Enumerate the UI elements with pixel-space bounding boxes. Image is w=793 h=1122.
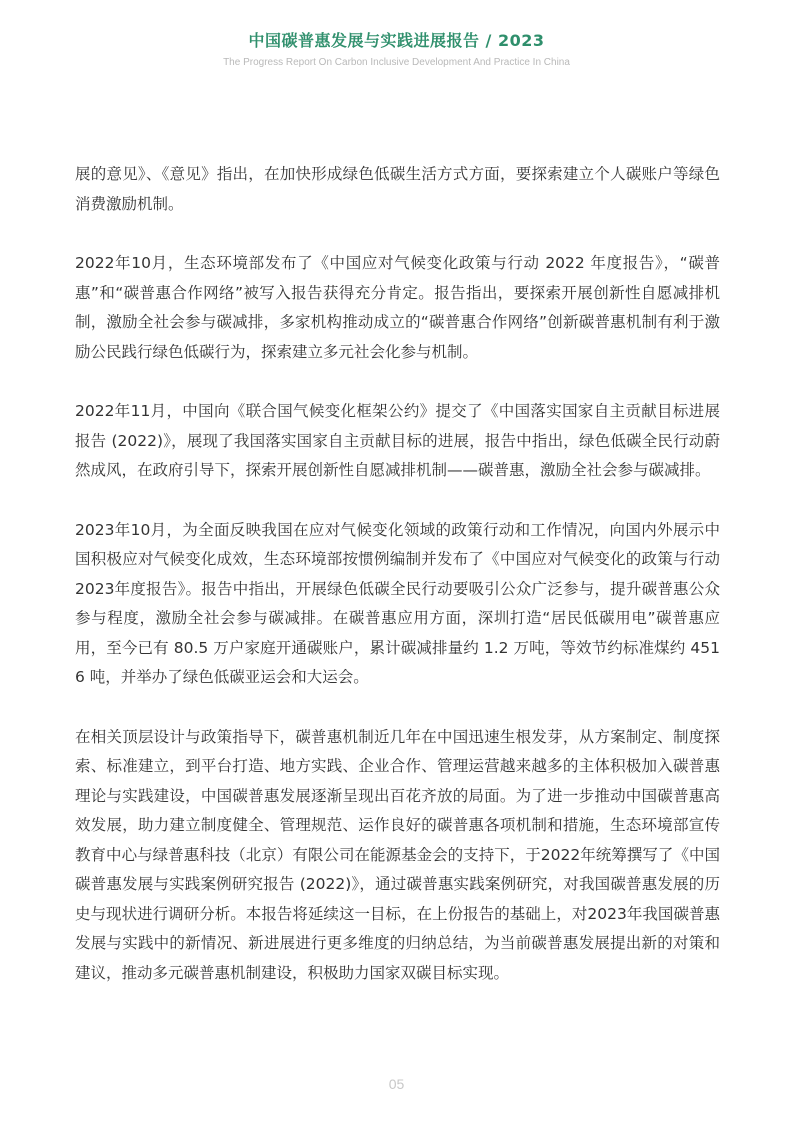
body-content — [75, 160, 720, 1018]
paragraph-4: 2023年10月，为全面反映我国在应对气候变化领域的政策行动和工作情况，向国内外展示中国积极应对气候变化成效，生态环境部按惯例编制并发布了《中国应对气候变化的政策与行动 2023年度报告》。报告中指出，开展绿色低碳全民行动要吸引公众广泛参与，提升碳普惠公众参与程度，激励全社会参与碳减排。在碳普惠应用方面，深圳打造“居民低碳用电”碳普惠应用，至今已有 80.5 万户家庭开通碳账户，累计碳减排量约 1.2 万吨，等效节约标准煤约 4516 吨，并举办了绿色低碳亚运会和大运会。 — [75, 520, 720, 686]
page-number: 05 — [388, 1076, 405, 1092]
report-subtitle: The Progress Report On Carbon Inclusive Development And Practice In China — [223, 57, 570, 68]
paragraph-5: 在相关顶层设计与政策指导下，碳普惠机制近几年在中国迅速生根发芽，从方案制定、制度探索、标准建立，到平台打造、地方实践、企业合作、管理运营越来越多的主体积极加入碳普惠理论与实践建设，中国碳普惠发展逐渐呈现出百花齐放的局面。为了进一步推动中国碳普惠高效发展，助力建立制度健全、管理规范、运作良好的碳普惠各项机制和措施，生态环境部宣传教育中心与绿普惠科技（北京）有限公司在能源基金会的支持下，于2022年统筹撰写了《中国碳普惠发展与实践案例研究报告 (2022)》，通过碳普惠实践案例研究，对我国碳普惠发展的历史与现状进行调研分析。本报告将延续这一目标，在上份报告的基础上，对2023年我国碳普惠发展与实践中的新情况、新进展进行更多维度的归纳总结，为当前碳普惠发展提出新的对策和建议，推动多元碳普惠机制建设，积极助力国家双碳目标实现。 — [75, 727, 720, 982]
paragraph-2: 2022年10月，生态环境部发布了《中国应对气候变化政策与行动 2022 年度报告》，“碳普惠”和“碳普惠合作网络”被写入报告获得充分肯定。报告指出，要探索开展创新性自愿减排机制，激励全社会参与碳减排，多家机构推动成立的“碳普惠合作网络”创新碳普惠机制有利于激励公民践行绿色低碳行为，探索建立多元社会化参与机制。 — [75, 254, 720, 361]
report-title: 中国碳普惠发展与实践进展报告 / 2023 — [248, 31, 545, 50]
paragraph-1: 展的意见》、《意见》指出，在加快形成绿色低碳生活方式方面，要探索建立个人碳账户等绿色消费激励机制。 — [75, 165, 720, 213]
page-header — [0, 30, 793, 69]
paragraph-3: 2022年11月，中国向《联合国气候变化框架公约》提交了《中国落实国家自主贡献目标进展报告 (2022)》，展现了我国落实国家自主贡献目标的进展，报告中指出，绿色低碳全民行动蔚然成风，在政府引导下，探索开展创新性自愿减排机制——碳普惠，激励全社会参与碳减排。 — [75, 402, 720, 479]
